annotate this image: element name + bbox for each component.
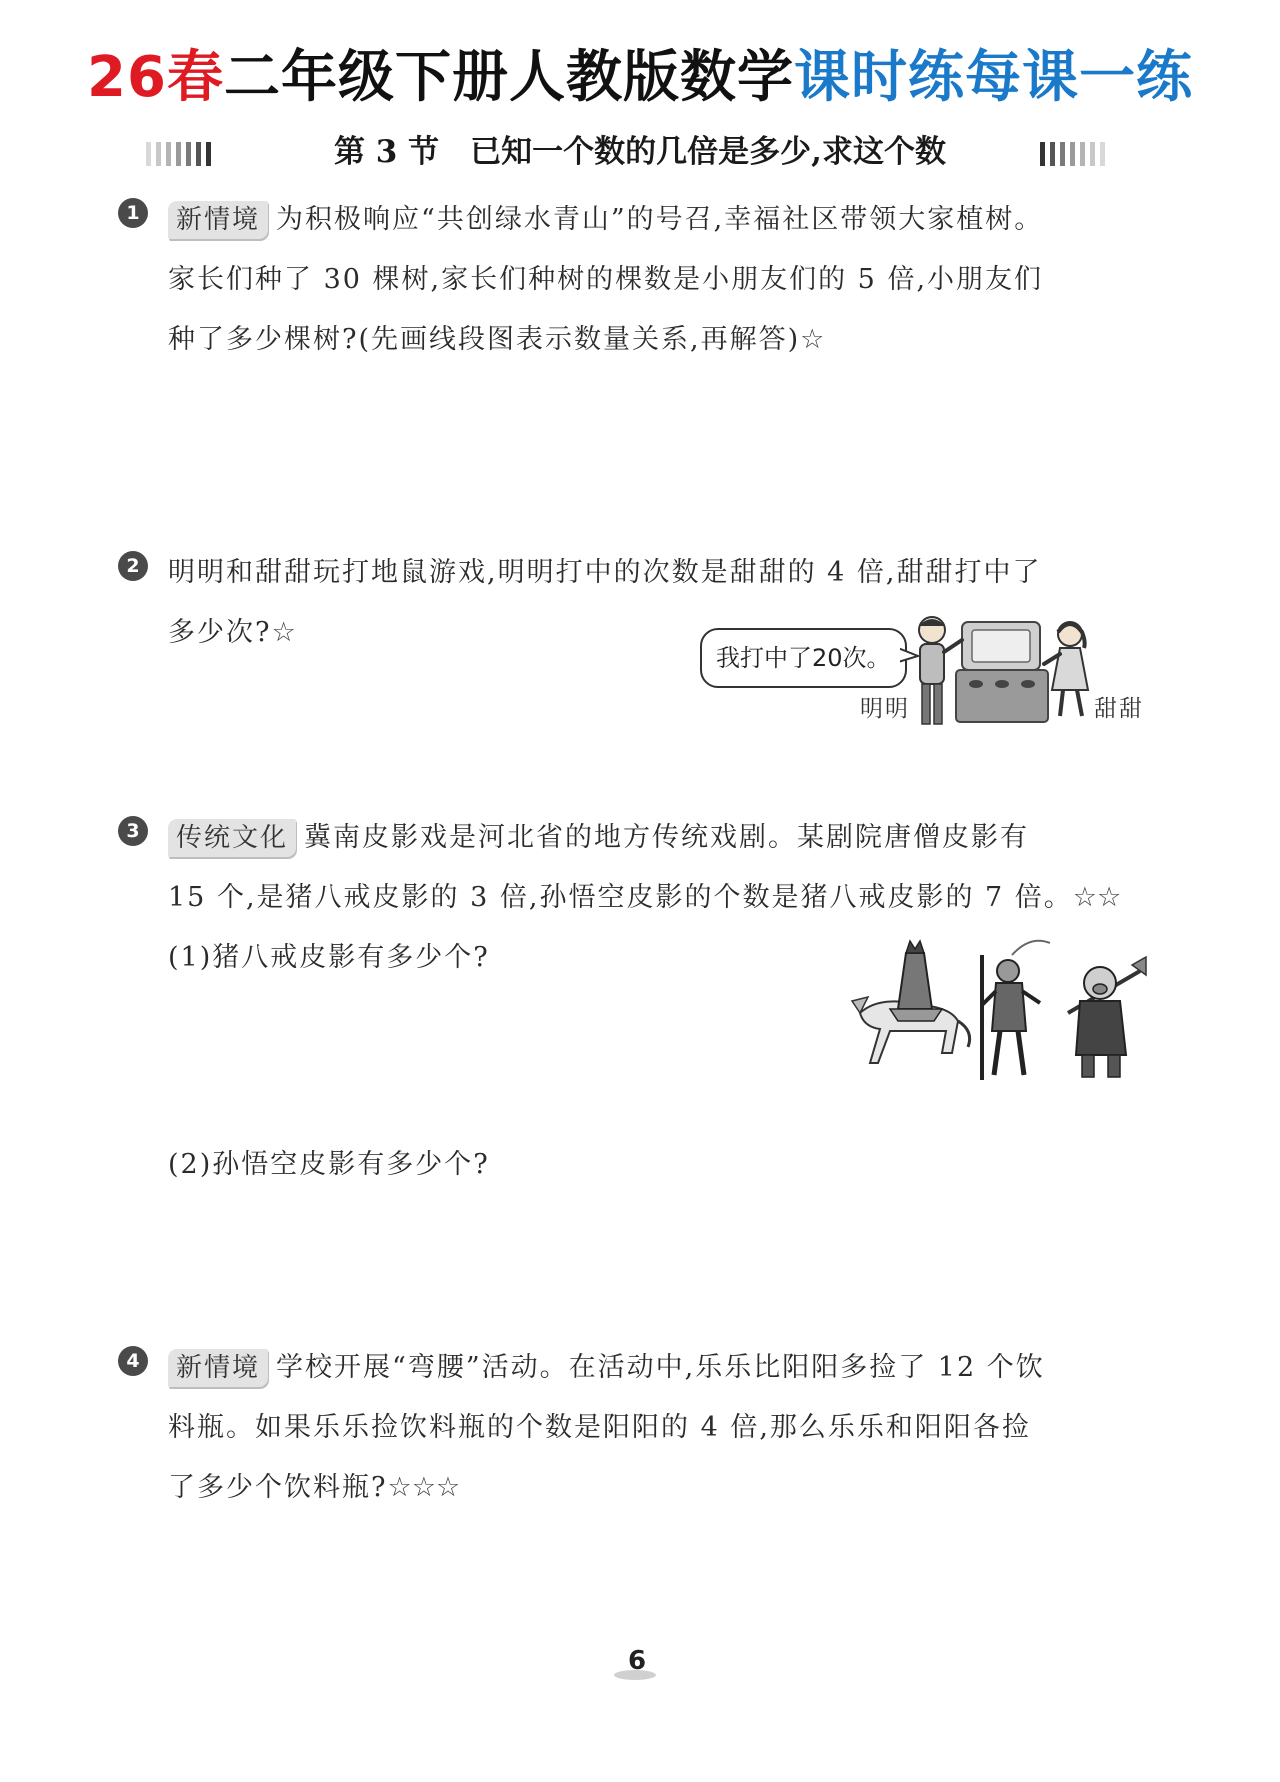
title-series: 课时练每课一练	[793, 45, 1193, 110]
question-number-badge: 3	[118, 816, 148, 846]
question-line: 明明和甜甜玩打地鼠游戏,明明打中的次数是甜甜的 4 倍,甜甜打中了	[168, 557, 1042, 588]
sub-question-1: (1)猪八戒皮影有多少个?	[168, 942, 490, 973]
section-header	[0, 128, 1280, 176]
whack-a-mole-illustration	[900, 612, 1110, 732]
difficulty-stars: ☆☆	[1072, 882, 1122, 913]
question-text	[168, 190, 1168, 370]
question-number-badge: 2	[118, 551, 148, 581]
bubble-tail	[900, 648, 918, 662]
page-title	[0, 40, 1280, 116]
tag-traditional-culture: 传统文化	[168, 819, 296, 857]
speech-bubble: 我打中了20次。	[700, 628, 907, 688]
question-line: 为积极响应“共创绿水青山”的号召,幸福社区带领大家植树。	[276, 204, 1044, 235]
question-number-badge: 1	[118, 198, 148, 228]
tag-new-scenario: 新情境	[168, 201, 268, 239]
page-number: 6	[627, 1646, 647, 1676]
shadow-puppets-illustration	[850, 935, 1150, 1085]
sub-question-2: (2)孙悟空皮影有多少个?	[168, 1149, 490, 1180]
question-text	[168, 808, 1168, 928]
question-line: 家长们种了 30 棵树,家长们种树的棵数是小朋友们的 5 倍,小朋友们	[168, 264, 1044, 295]
machine-base	[956, 670, 1048, 722]
difficulty-stars: ☆☆☆	[387, 1472, 461, 1503]
question-text	[168, 1338, 1168, 1518]
question-line: 学校开展“弯腰”活动。在活动中,乐乐比阳阳多捡了 12 个饮	[276, 1352, 1045, 1383]
puppet-zhu-bajie-icon	[1068, 957, 1146, 1077]
label-mingming: 明明	[860, 696, 910, 722]
tag-new-scenario: 新情境	[168, 1349, 268, 1387]
decorative-bars-left	[146, 142, 211, 166]
title-book: 二年级下册人教版数学	[223, 45, 794, 110]
boy-body	[920, 644, 944, 684]
question-number-badge: 4	[118, 1346, 148, 1376]
question-line: 了多少个饮料瓶?	[168, 1472, 388, 1503]
question-line: 多少次?	[168, 617, 272, 648]
puppet-tang-seng-icon	[852, 941, 970, 1063]
decorative-bars-right	[1040, 142, 1105, 166]
puppet-sun-wukong-icon	[982, 941, 1050, 1080]
question-3	[118, 808, 1168, 928]
title-grade-season: 26春	[87, 45, 224, 110]
difficulty-stars: ☆	[800, 324, 825, 355]
difficulty-stars: ☆	[271, 617, 296, 648]
question-line: 种了多少棵树?(先画线段图表示数量关系,再解答)	[168, 324, 801, 355]
question-line: 冀南皮影戏是河北省的地方传统戏剧。某剧院唐僧皮影有	[304, 822, 1030, 853]
section-heading: 第 3 节 已知一个数的几倍是多少,求这个数	[334, 134, 946, 170]
question-1	[118, 190, 1168, 370]
question-line: 料瓶。如果乐乐捡饮料瓶的个数是阳阳的 4 倍,那么乐乐和阳阳各捡	[168, 1412, 1031, 1443]
question-4	[118, 1338, 1168, 1518]
question-line: 15 个,是猪八戒皮影的 3 倍,孙悟空皮影的个数是猪八戒皮影的 7 倍。	[168, 882, 1073, 913]
label-tiantian: 甜甜	[1094, 696, 1144, 722]
